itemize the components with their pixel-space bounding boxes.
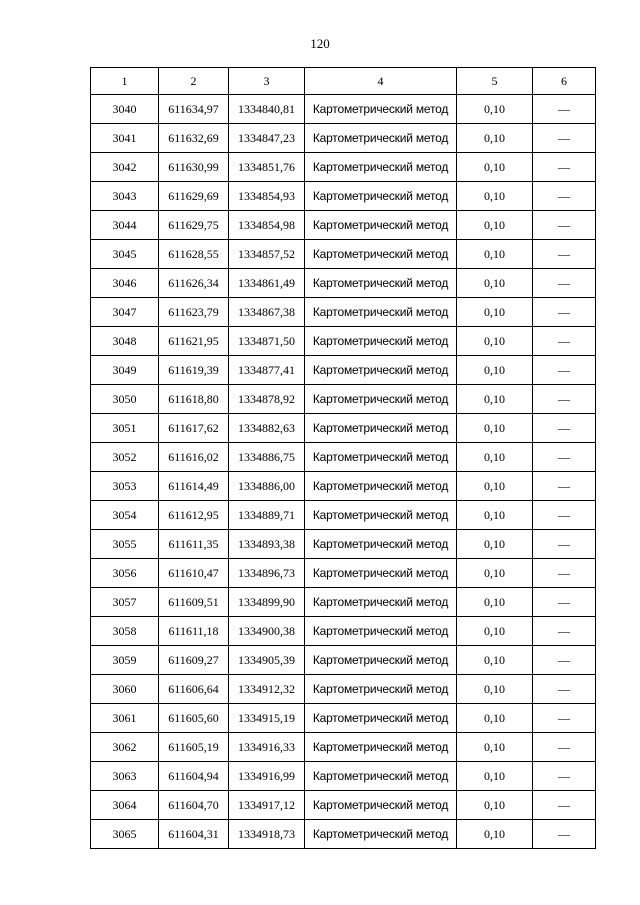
x-coordinate-cell: 611617,62 (159, 414, 229, 443)
x-coordinate-cell: 611611,18 (159, 617, 229, 646)
note-cell: — (533, 327, 596, 356)
point-number-cell: 3055 (91, 530, 159, 559)
accuracy-cell: 0,10 (457, 501, 533, 530)
table-row (91, 153, 596, 182)
method-cell: Картометрический метод (305, 327, 457, 356)
method-cell: Картометрический метод (305, 820, 457, 849)
x-coordinate-cell: 611634,97 (159, 95, 229, 124)
y-coordinate-cell: 1334918,73 (229, 820, 305, 849)
x-coordinate-cell: 611605,60 (159, 704, 229, 733)
x-coordinate-cell: 611623,79 (159, 298, 229, 327)
page-number: 120 (310, 36, 330, 51)
note-cell: — (533, 704, 596, 733)
point-number-cell: 3061 (91, 704, 159, 733)
y-coordinate-cell: 1334915,19 (229, 704, 305, 733)
table-row (91, 443, 596, 472)
table-row (91, 762, 596, 791)
note-cell: — (533, 414, 596, 443)
accuracy-cell: 0,10 (457, 414, 533, 443)
accuracy-cell: 0,10 (457, 704, 533, 733)
y-coordinate-cell: 1334893,38 (229, 530, 305, 559)
accuracy-cell: 0,10 (457, 530, 533, 559)
note-cell: — (533, 646, 596, 675)
point-number-cell: 3058 (91, 617, 159, 646)
x-coordinate-cell: 611626,34 (159, 269, 229, 298)
x-coordinate-cell: 611612,95 (159, 501, 229, 530)
method-cell: Картометрический метод (305, 211, 457, 240)
method-cell: Картометрический метод (305, 704, 457, 733)
x-coordinate-cell: 611611,35 (159, 530, 229, 559)
point-number-cell: 3057 (91, 588, 159, 617)
x-coordinate-cell: 611629,75 (159, 211, 229, 240)
y-coordinate-cell: 1334886,00 (229, 472, 305, 501)
column-header-6: 6 (533, 68, 596, 95)
note-cell: — (533, 95, 596, 124)
x-coordinate-cell: 611604,31 (159, 820, 229, 849)
x-coordinate-cell: 611629,69 (159, 182, 229, 211)
table-body (91, 95, 596, 849)
method-cell: Картометрический метод (305, 385, 457, 414)
accuracy-cell: 0,10 (457, 124, 533, 153)
y-coordinate-cell: 1334912,32 (229, 675, 305, 704)
column-header-5: 5 (457, 68, 533, 95)
note-cell: — (533, 501, 596, 530)
accuracy-cell: 0,10 (457, 95, 533, 124)
accuracy-cell: 0,10 (457, 617, 533, 646)
table-row (91, 95, 596, 124)
method-cell: Картометрический метод (305, 298, 457, 327)
y-coordinate-cell: 1334896,73 (229, 559, 305, 588)
accuracy-cell: 0,10 (457, 327, 533, 356)
y-coordinate-cell: 1334882,63 (229, 414, 305, 443)
method-cell: Картометрический метод (305, 530, 457, 559)
note-cell: — (533, 240, 596, 269)
accuracy-cell: 0,10 (457, 791, 533, 820)
accuracy-cell: 0,10 (457, 733, 533, 762)
accuracy-cell: 0,10 (457, 211, 533, 240)
y-coordinate-cell: 1334886,75 (229, 443, 305, 472)
note-cell: — (533, 124, 596, 153)
x-coordinate-cell: 611609,51 (159, 588, 229, 617)
y-coordinate-cell: 1334889,71 (229, 501, 305, 530)
accuracy-cell: 0,10 (457, 472, 533, 501)
note-cell: — (533, 675, 596, 704)
table-header-row (91, 68, 596, 95)
column-header-1: 1 (91, 68, 159, 95)
note-cell: — (533, 559, 596, 588)
method-cell: Картометрический метод (305, 153, 457, 182)
method-cell: Картометрический метод (305, 646, 457, 675)
accuracy-cell: 0,10 (457, 443, 533, 472)
method-cell: Картометрический метод (305, 356, 457, 385)
note-cell: — (533, 617, 596, 646)
y-coordinate-cell: 1334916,99 (229, 762, 305, 791)
method-cell: Картометрический метод (305, 182, 457, 211)
accuracy-cell: 0,10 (457, 298, 533, 327)
note-cell: — (533, 356, 596, 385)
point-number-cell: 3040 (91, 95, 159, 124)
method-cell: Картометрический метод (305, 791, 457, 820)
point-number-cell: 3065 (91, 820, 159, 849)
table-row (91, 269, 596, 298)
table-row (91, 675, 596, 704)
point-number-cell: 3053 (91, 472, 159, 501)
x-coordinate-cell: 611605,19 (159, 733, 229, 762)
method-cell: Картометрический метод (305, 269, 457, 298)
point-number-cell: 3052 (91, 443, 159, 472)
method-cell: Картометрический метод (305, 733, 457, 762)
table-row (91, 182, 596, 211)
method-cell: Картометрический метод (305, 675, 457, 704)
point-number-cell: 3062 (91, 733, 159, 762)
table-row (91, 298, 596, 327)
y-coordinate-cell: 1334877,41 (229, 356, 305, 385)
point-number-cell: 3048 (91, 327, 159, 356)
table-row (91, 704, 596, 733)
note-cell: — (533, 153, 596, 182)
x-coordinate-cell: 611632,69 (159, 124, 229, 153)
table-row (91, 385, 596, 414)
table-row (91, 327, 596, 356)
note-cell: — (533, 385, 596, 414)
table-row (91, 240, 596, 269)
note-cell: — (533, 791, 596, 820)
point-number-cell: 3056 (91, 559, 159, 588)
accuracy-cell: 0,10 (457, 820, 533, 849)
point-number-cell: 3041 (91, 124, 159, 153)
note-cell: — (533, 820, 596, 849)
y-coordinate-cell: 1334861,49 (229, 269, 305, 298)
y-coordinate-cell: 1334917,12 (229, 791, 305, 820)
y-coordinate-cell: 1334840,81 (229, 95, 305, 124)
table-row (91, 124, 596, 153)
table-row (91, 791, 596, 820)
method-cell: Картометрический метод (305, 414, 457, 443)
x-coordinate-cell: 611614,49 (159, 472, 229, 501)
method-cell: Картометрический метод (305, 762, 457, 791)
point-number-cell: 3043 (91, 182, 159, 211)
accuracy-cell: 0,10 (457, 356, 533, 385)
x-coordinate-cell: 611630,99 (159, 153, 229, 182)
y-coordinate-cell: 1334857,52 (229, 240, 305, 269)
x-coordinate-cell: 611618,80 (159, 385, 229, 414)
point-number-cell: 3047 (91, 298, 159, 327)
y-coordinate-cell: 1334867,38 (229, 298, 305, 327)
method-cell: Картометрический метод (305, 588, 457, 617)
point-number-cell: 3051 (91, 414, 159, 443)
table-row (91, 820, 596, 849)
table-row (91, 559, 596, 588)
accuracy-cell: 0,10 (457, 240, 533, 269)
table-row (91, 588, 596, 617)
point-number-cell: 3045 (91, 240, 159, 269)
x-coordinate-cell: 611616,02 (159, 443, 229, 472)
coordinates-table (90, 67, 596, 849)
note-cell: — (533, 298, 596, 327)
column-header-4: 4 (305, 68, 457, 95)
note-cell: — (533, 269, 596, 298)
point-number-cell: 3054 (91, 501, 159, 530)
y-coordinate-cell: 1334854,98 (229, 211, 305, 240)
point-number-cell: 3063 (91, 762, 159, 791)
note-cell: — (533, 472, 596, 501)
accuracy-cell: 0,10 (457, 269, 533, 298)
accuracy-cell: 0,10 (457, 182, 533, 211)
table-row (91, 646, 596, 675)
y-coordinate-cell: 1334900,38 (229, 617, 305, 646)
point-number-cell: 3049 (91, 356, 159, 385)
y-coordinate-cell: 1334854,93 (229, 182, 305, 211)
y-coordinate-cell: 1334878,92 (229, 385, 305, 414)
accuracy-cell: 0,10 (457, 385, 533, 414)
method-cell: Картометрический метод (305, 124, 457, 153)
method-cell: Картометрический метод (305, 472, 457, 501)
table-row (91, 414, 596, 443)
y-coordinate-cell: 1334899,90 (229, 588, 305, 617)
table-row (91, 617, 596, 646)
accuracy-cell: 0,10 (457, 762, 533, 791)
x-coordinate-cell: 611610,47 (159, 559, 229, 588)
point-number-cell: 3059 (91, 646, 159, 675)
table-row (91, 501, 596, 530)
y-coordinate-cell: 1334905,39 (229, 646, 305, 675)
y-coordinate-cell: 1334847,23 (229, 124, 305, 153)
x-coordinate-cell: 611609,27 (159, 646, 229, 675)
method-cell: Картометрический метод (305, 501, 457, 530)
note-cell: — (533, 530, 596, 559)
note-cell: — (533, 733, 596, 762)
point-number-cell: 3044 (91, 211, 159, 240)
point-number-cell: 3050 (91, 385, 159, 414)
note-cell: — (533, 443, 596, 472)
table-row (91, 356, 596, 385)
method-cell: Картометрический метод (305, 443, 457, 472)
accuracy-cell: 0,10 (457, 646, 533, 675)
x-coordinate-cell: 611604,70 (159, 791, 229, 820)
x-coordinate-cell: 611628,55 (159, 240, 229, 269)
accuracy-cell: 0,10 (457, 588, 533, 617)
note-cell: — (533, 762, 596, 791)
x-coordinate-cell: 611619,39 (159, 356, 229, 385)
note-cell: — (533, 211, 596, 240)
method-cell: Картометрический метод (305, 559, 457, 588)
column-header-2: 2 (159, 68, 229, 95)
accuracy-cell: 0,10 (457, 559, 533, 588)
table-row (91, 733, 596, 762)
point-number-cell: 3064 (91, 791, 159, 820)
method-cell: Картометрический метод (305, 617, 457, 646)
x-coordinate-cell: 611604,94 (159, 762, 229, 791)
accuracy-cell: 0,10 (457, 675, 533, 704)
method-cell: Картометрический метод (305, 240, 457, 269)
y-coordinate-cell: 1334916,33 (229, 733, 305, 762)
x-coordinate-cell: 611606,64 (159, 675, 229, 704)
x-coordinate-cell: 611621,95 (159, 327, 229, 356)
note-cell: — (533, 588, 596, 617)
point-number-cell: 3060 (91, 675, 159, 704)
method-cell: Картометрический метод (305, 95, 457, 124)
column-header-3: 3 (229, 68, 305, 95)
table-row (91, 211, 596, 240)
note-cell: — (533, 182, 596, 211)
y-coordinate-cell: 1334851,76 (229, 153, 305, 182)
table-row (91, 472, 596, 501)
y-coordinate-cell: 1334871,50 (229, 327, 305, 356)
point-number-cell: 3042 (91, 153, 159, 182)
table-row (91, 530, 596, 559)
accuracy-cell: 0,10 (457, 153, 533, 182)
point-number-cell: 3046 (91, 269, 159, 298)
